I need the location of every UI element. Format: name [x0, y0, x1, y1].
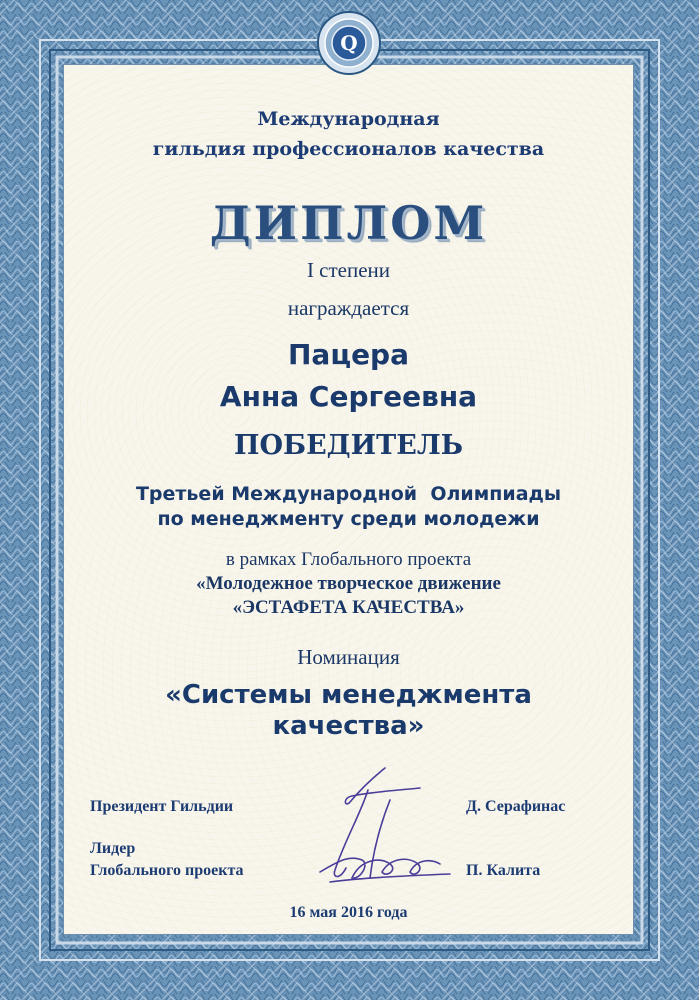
leader-name: П. Калита — [466, 862, 541, 879]
nomination-name-line-2: качества» — [272, 711, 425, 741]
guild-emblem-icon — [316, 10, 382, 76]
project-line-1: в рамках Глобального проекта — [225, 549, 472, 570]
leader-label-line-1: Лидер — [90, 840, 136, 857]
nomination-name-line-1: «Системы менеджмента — [165, 680, 532, 710]
award-status: ПОБЕДИТЕЛЬ — [233, 430, 463, 461]
organization-name — [63, 104, 634, 164]
organization-line-1: Международная — [257, 108, 440, 130]
project-line-3: «ЭСТАФЕТА КАЧЕСТВА» — [232, 597, 465, 618]
issue-date: 16 мая 2016 года — [289, 904, 408, 921]
degree: I степени — [306, 258, 391, 282]
leader-label-line-2: Глобального проекта — [90, 862, 244, 879]
nomination-label: Номинация — [297, 645, 400, 669]
signature-icon — [290, 760, 460, 900]
leader-label — [90, 838, 244, 882]
organization-line-2: гильдия профессионалов качества — [152, 138, 545, 160]
event-line-2: по менеджменту среди молодежи — [157, 508, 540, 530]
event-line-1: Третьей Международной Олимпиады — [135, 483, 562, 505]
event-name — [63, 482, 634, 532]
recipient-given-names: Анна Сергеевна — [219, 380, 478, 413]
project-description — [63, 548, 634, 620]
recipient-surname: Пацера — [287, 338, 409, 371]
nomination-name — [63, 680, 634, 742]
president-label: Президент Гильдии — [90, 798, 234, 815]
president-name: Д. Серафинас — [466, 798, 566, 815]
project-line-2: «Молодежное творческое движение — [196, 573, 501, 594]
document-title: ДИПЛОМ — [209, 196, 488, 250]
awarded-to-label: награждается — [287, 296, 410, 320]
emblem-letter: Q — [340, 31, 358, 55]
